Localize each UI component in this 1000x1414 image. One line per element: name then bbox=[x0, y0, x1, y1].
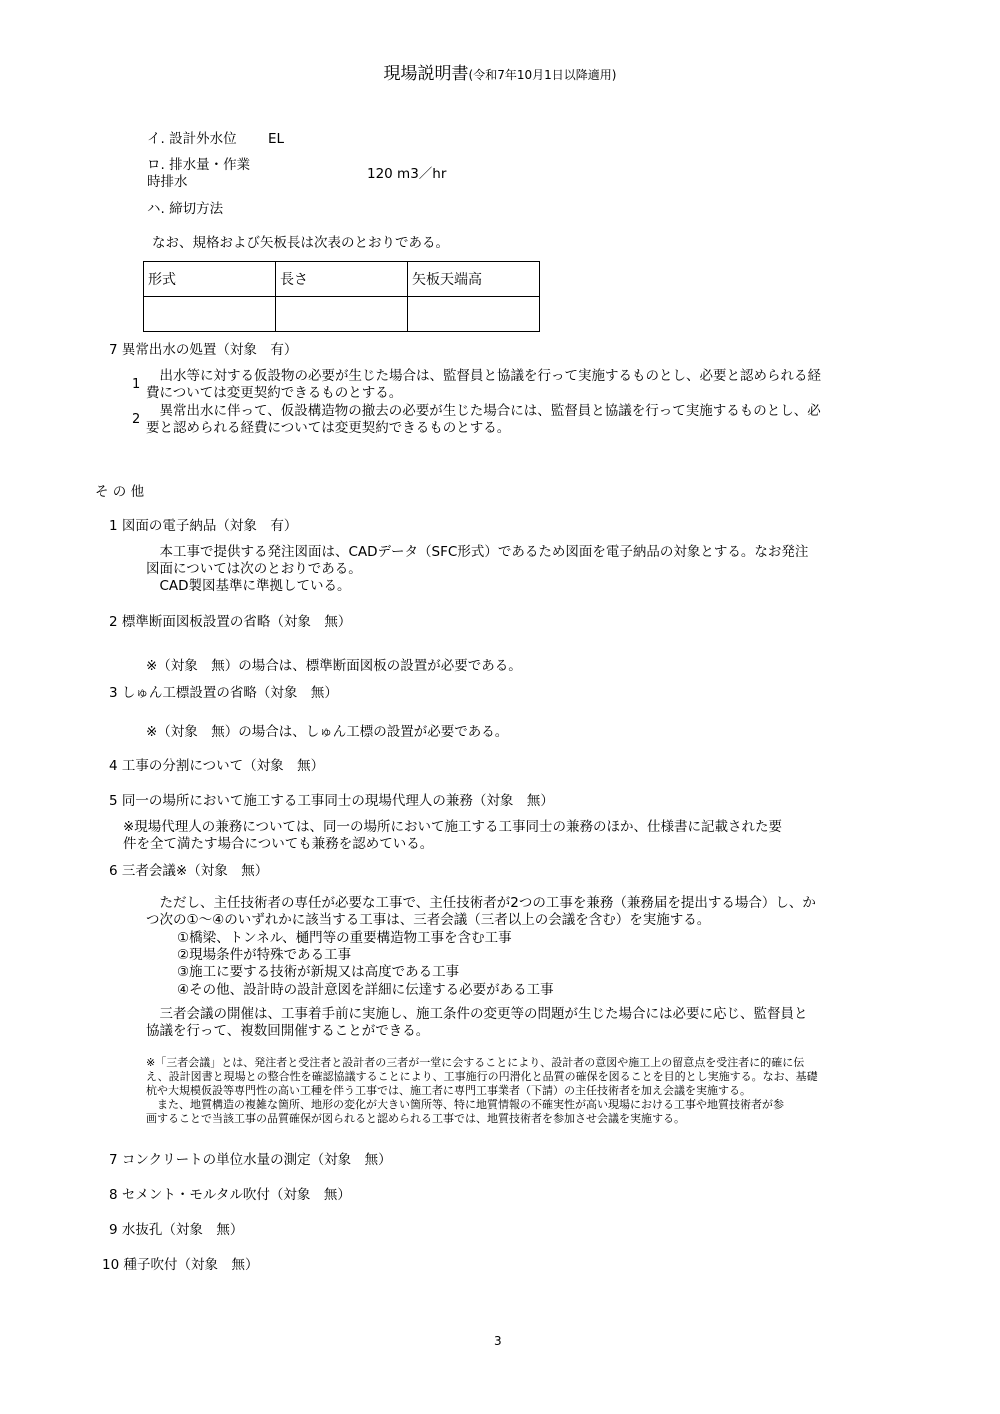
other-s8-heading: 8 セメント・モルタル吹付（対象 無） bbox=[109, 1187, 351, 1203]
item-cofferdam-method: ハ. 締切方法 bbox=[147, 201, 224, 217]
other-s6-line2: つ次の①～④のいずれかに該当する工事は、三者会議（三者以上の会議を含む）を実施する。 bbox=[146, 912, 711, 928]
title-subtitle: (令和7年10月1日以降適用) bbox=[468, 68, 617, 82]
other-s6-list-item: ①橋梁、トンネル、樋門等の重要構造物工事を含む工事 bbox=[177, 930, 512, 946]
other-s4-heading: 4 工事の分割について（対象 無） bbox=[109, 758, 325, 774]
page-title bbox=[0, 64, 1000, 84]
other-s6-heading: 6 三者会議※（対象 無） bbox=[109, 863, 269, 879]
item-drainage-line2: 時排水 bbox=[147, 174, 188, 190]
item-drainage-line1: ロ. 排水量・作業 bbox=[147, 157, 251, 173]
other-s6-line1: ただし、主任技術者の専任が必要な工事で、主任技術者が2つの工事を兼務（兼務届を提出する場合）し、か bbox=[146, 895, 816, 911]
spec-table-row bbox=[144, 297, 540, 332]
other-s7-heading: 7 コンクリートの単位水量の測定（対象 無） bbox=[109, 1152, 392, 1168]
abnormal-water-item1-line1: 出水等に対する仮設物の必要が生じた場合は、監督員と協議を行って実施するものとし、必要と認められる経 bbox=[146, 368, 821, 384]
abnormal-water-item2-line1: 異常出水に伴って、仮設構造物の撤去の必要が生じた場合には、監督員と協議を行って実施するものとし、必 bbox=[146, 403, 821, 419]
other-s10-heading: 10 種子吹付（対象 無） bbox=[102, 1257, 259, 1273]
other-s5-heading: 5 同一の場所において施工する工事同士の現場代理人の兼務（対象 無） bbox=[109, 793, 554, 809]
other-s6-list-item: ③施工に要する技術が新規又は高度である工事 bbox=[177, 964, 460, 980]
other-s2-heading: 2 標準断面図板設置の省略（対象 無） bbox=[109, 614, 352, 630]
spec-table-header-row bbox=[144, 262, 540, 297]
other-s6-list-item: ②現場条件が特殊である工事 bbox=[177, 947, 352, 963]
other-s1-line3: CAD製図基準に準拠している。 bbox=[146, 578, 351, 594]
other-s2-note: ※（対象 無）の場合は、標準断面図板の設置が必要である。 bbox=[146, 658, 522, 674]
other-s6-footnote-line: 杭や大規模仮設等専門性の高い工種を伴う工事では、施工者に専門工事業者（下請）の主任技術者を加え会議を実施する。 bbox=[146, 1084, 751, 1097]
spec-header-type: 形式 bbox=[144, 262, 276, 297]
spec-header-top-height: 矢板天端高 bbox=[408, 262, 540, 297]
page-number: 3 bbox=[494, 1334, 502, 1348]
item-design-water-level: イ. 設計外水位 bbox=[147, 131, 237, 147]
title-main: 現場説明書 bbox=[383, 64, 469, 84]
other-s6-footnote-line: ※「三者会議」とは、発注者と受注者と設計者の三者が一堂に会することにより、設計者の意図や施工上の留意点を受注者に的確に伝 bbox=[146, 1056, 805, 1069]
spec-table bbox=[143, 261, 540, 332]
other-s5-line1: ※現場代理人の兼務については、同一の場所において施工する工事同士の兼務のほか、仕様書に記載された要 bbox=[123, 819, 783, 835]
section-abnormal-water-heading: 7 異常出水の処置（対象 有） bbox=[109, 342, 298, 358]
other-s6-para2-line2: 協議を行って、複数回開催することができる。 bbox=[146, 1023, 430, 1039]
item-drainage-value: 120 m3／hr bbox=[367, 166, 447, 182]
abnormal-water-item-number: 2 bbox=[132, 412, 141, 427]
other-s3-note: ※（対象 無）の場合は、しゅん工標の設置が必要である。 bbox=[146, 724, 509, 740]
other-s3-heading: 3 しゅん工標設置の省略（対象 無） bbox=[109, 685, 338, 701]
item-design-water-level-value: EL bbox=[268, 131, 285, 147]
spec-cell-length bbox=[276, 297, 408, 332]
other-s6-footnote-line: また、地質構造の複雑な箇所、地形の変化が大きい箇所等、特に地質情報の不確実性が高い現場における工事や地質技術者が参 bbox=[146, 1098, 784, 1111]
section-other-heading: そ の 他 bbox=[95, 484, 145, 500]
spec-cell-top-height bbox=[408, 297, 540, 332]
other-s6-para2-line1: 三者会議の開催は、工事着手前に実施し、施工条件の変更等の問題が生じた場合には必要に応じ、監督員と bbox=[146, 1006, 808, 1022]
other-s6-footnote-line: え、設計図書と現場との整合性を確認協議することにより、工事施行の円滑化と品質の確保を図ることを目的とし実施する。なお、基礎 bbox=[146, 1070, 818, 1083]
other-s1-line2: 図面については次のとおりである。 bbox=[146, 561, 362, 577]
other-s1-heading: 1 図面の電子納品（対象 有） bbox=[109, 518, 298, 534]
abnormal-water-item2-line2: 要と認められる経費については変更契約できるものとする。 bbox=[146, 420, 511, 436]
abnormal-water-item1-line2: 費については変更契約できるものとする。 bbox=[146, 385, 403, 401]
other-s9-heading: 9 水抜孔（対象 無） bbox=[109, 1222, 244, 1238]
spec-table-note: なお、規格および矢板長は次表のとおりである。 bbox=[152, 235, 449, 251]
spec-header-length: 長さ bbox=[276, 262, 408, 297]
spec-cell-type bbox=[144, 297, 276, 332]
other-s6-list-item: ④その他、設計時の設計意図を詳細に伝達する必要がある工事 bbox=[177, 982, 554, 998]
other-s1-line1: 本工事で提供する発注図面は、CADデータ（SFC形式）であるため図面を電子納品の対象とする。なお発注 bbox=[146, 544, 809, 560]
other-s5-line2: 件を全て満たす場合についても兼務を認めている。 bbox=[123, 836, 434, 852]
abnormal-water-item-number: 1 bbox=[132, 377, 141, 392]
other-s6-footnote-line: 画することで当該工事の品質確保が図られると認められる工事では、地質技術者を参加させ会議を実施する。 bbox=[146, 1112, 685, 1125]
